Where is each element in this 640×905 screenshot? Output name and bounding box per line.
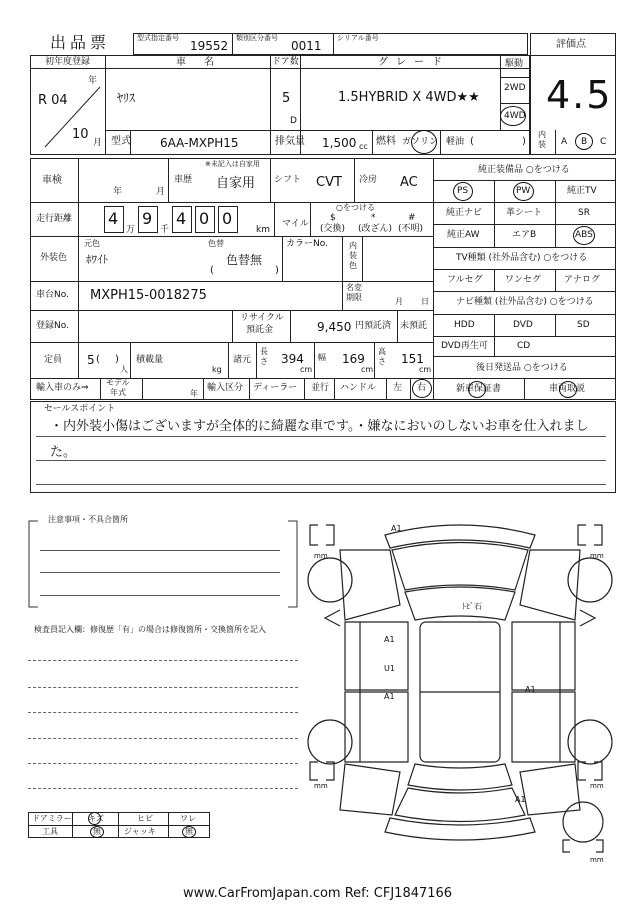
mileage-digit-1: 4	[108, 209, 119, 228]
sales-point-line-1: ・内外装小傷はございますが全体的に綺麗な車です。・嫌なにおいのしないお車を仕入れまし	[50, 419, 589, 434]
odo-unknown: (不明)	[398, 224, 424, 234]
width-label: 幅	[318, 353, 326, 362]
later-warranty[interactable]: 新車保証書	[456, 384, 502, 394]
equip-abs-circle	[573, 226, 595, 245]
chassis-value: MXPH15-0018275	[90, 288, 207, 303]
navi-cd[interactable]: CD	[517, 341, 531, 351]
eval-label: 評価点	[556, 39, 586, 50]
model-label: 型式	[111, 136, 131, 147]
mileage-digit-5: 0	[222, 209, 233, 228]
navi-dvd-play[interactable]: DVD再生可	[441, 341, 488, 351]
equip-ps[interactable]: PS	[457, 186, 469, 196]
mark-a1-left-rear-door: A1	[384, 692, 395, 701]
car-body-diagram	[300, 510, 620, 870]
mirror-value-circle	[88, 812, 101, 825]
tv-oneseg[interactable]: ワンセグ	[505, 275, 542, 285]
odo-exchange: (交換)	[320, 224, 346, 234]
navi-hdd[interactable]: HDD	[454, 320, 475, 330]
mile-label: マイル	[282, 219, 309, 229]
equip-airbag[interactable]: エアB	[512, 230, 537, 240]
model-year-label-2: 年式	[110, 388, 126, 397]
odo-star[interactable]: *	[371, 213, 376, 223]
recycle-label-2: 預託金	[246, 325, 274, 335]
equip-pw-circle	[513, 182, 534, 201]
width-value: 169	[342, 352, 365, 366]
grade-value: 1.5HYBRID X 4WD★★	[338, 90, 480, 105]
mileage-label: 走行距離	[36, 214, 73, 224]
interior-label-1: 内	[538, 130, 546, 139]
fuel-label: 燃料	[376, 136, 396, 147]
interior-a[interactable]: A	[561, 137, 568, 147]
sales-point-line-2: た。	[50, 445, 77, 460]
jack-value: 無	[185, 827, 193, 836]
doors-value: 5	[282, 91, 291, 106]
displacement-unit: cc	[359, 142, 368, 151]
load-unit: kg	[212, 365, 222, 374]
import-label: 輸入車のみ⇒	[36, 383, 89, 393]
first-reg-label: 初年度登録	[45, 57, 91, 67]
equip-pw[interactable]: PW	[516, 186, 531, 196]
displacement-value: 1,500	[322, 136, 357, 150]
model-cert-value: 19552	[190, 39, 229, 53]
inspection-year-unit: 年	[113, 187, 123, 197]
tire-front-right-mm: mm	[590, 552, 604, 560]
class-value: 0011	[291, 39, 322, 53]
dealer-label[interactable]: ディーラー	[253, 383, 298, 393]
crack-label: ヒビ	[137, 814, 153, 823]
title-period-month-unit: 月	[395, 297, 403, 306]
interior-label-2: 装	[538, 140, 546, 149]
car-name-value: ﾔﾘｽ	[117, 91, 136, 105]
caution-label: 注意事項・不具合箇所	[48, 515, 128, 524]
usage-value: 自家用	[216, 176, 256, 191]
mileage-unit-man: 万	[126, 225, 136, 235]
length-value: 394	[281, 352, 304, 366]
drive-label: 駆動	[505, 59, 524, 69]
title-period-day-unit: 日	[421, 297, 429, 306]
first-reg-month: 10	[72, 127, 89, 142]
navi-type-title: ナビ種類 (社外品含む) ○をつける	[456, 297, 594, 307]
fuel-paren-close: )	[522, 136, 526, 147]
capacity-label: 定員	[44, 355, 63, 365]
doors-suffix: D	[290, 116, 297, 126]
mark-u1-left-door: U1	[384, 664, 395, 673]
interior-c[interactable]: C	[600, 137, 607, 147]
repaint-paren-open: (	[210, 265, 214, 276]
width-cm: cm	[361, 365, 374, 374]
shift-value: CVT	[316, 175, 342, 190]
length-label-1: 長	[260, 347, 268, 356]
recycle-label-1: リサイクル	[240, 313, 284, 323]
mark-a1-rear-bumper: A1	[515, 795, 526, 804]
equip-sr[interactable]: SR	[578, 208, 590, 218]
equip-genuine-tv[interactable]: 純正TV	[567, 186, 597, 196]
height-value: 151	[401, 352, 424, 366]
drive-4wd-circle	[500, 106, 526, 126]
sales-point-label: セールスポイント	[44, 404, 116, 414]
mark-a1-front-bumper: A1	[391, 524, 402, 533]
tire-rear-right-mm: mm	[590, 782, 604, 790]
handle-left[interactable]: 左	[393, 383, 403, 393]
mileage-digit-2: 9	[142, 209, 153, 228]
height-label-1: 高	[378, 347, 386, 356]
exterior-color-label: 外装色	[40, 253, 68, 263]
model-cert-label: 型式指定番号	[137, 34, 179, 42]
mileage-unit-sen: 千	[160, 225, 170, 235]
capacity-paren-close: )	[115, 354, 119, 365]
inspection-label: 車検	[42, 175, 62, 186]
eval-score: 4.5	[546, 73, 613, 117]
capacity-unit: 人	[120, 365, 128, 374]
orig-color-value: ﾎﾜｲﾄ	[86, 253, 108, 266]
model-year-label-1: モデル	[106, 378, 130, 387]
model-year-unit: 年	[190, 389, 198, 398]
mileage-unit-km: km	[256, 225, 270, 235]
serial-label: シリアル番号	[337, 34, 379, 42]
tools-label: 工具	[42, 827, 58, 836]
ac-label: 冷房	[359, 175, 378, 185]
recycle-value: 9,450	[317, 320, 352, 334]
capacity-paren-open: (	[96, 354, 100, 365]
color-no-label: カラーNo.	[286, 239, 328, 249]
navi-dvd[interactable]: DVD	[513, 320, 533, 330]
tv-analog[interactable]: アナログ	[564, 275, 601, 285]
fuel-gasoline-circle	[411, 130, 437, 154]
mark-tobi-windshield: ﾄﾋﾞ石	[462, 602, 482, 611]
ac-value: AC	[400, 175, 418, 190]
parallel-label[interactable]: 並行	[311, 383, 330, 393]
title-period-label-2: 期限	[346, 293, 362, 302]
recycle-deposited[interactable]: 円預託済	[355, 321, 392, 331]
genuine-equip-title: 純正装備品 ○をつける	[478, 165, 570, 175]
dims-label: 諸元	[233, 355, 252, 365]
displacement-label: 排気量	[275, 136, 305, 147]
reg-no-label: 登録No.	[36, 321, 69, 331]
tv-type-title: TV種類 (社外品含む) ○をつける	[456, 253, 588, 263]
first-reg-year-unit: 年	[88, 76, 98, 86]
interior-b[interactable]: B	[581, 137, 588, 147]
tv-fullseg[interactable]: フルセグ	[447, 275, 483, 285]
odo-dollar[interactable]: $	[330, 213, 336, 223]
repaint-value: 色替無	[226, 253, 263, 267]
car-name-label: 車名	[176, 57, 232, 68]
break-label: ワレ	[180, 814, 196, 823]
drive-4wd[interactable]: 4WD	[504, 111, 526, 121]
inspection-month-unit: 月	[156, 187, 166, 197]
usage-note: ※未記入は自家用	[205, 160, 260, 168]
mirror-value: キズ	[88, 814, 104, 823]
repaint-paren-close: )	[275, 265, 279, 276]
orig-color-label: 元色	[84, 239, 100, 248]
title-period-label-1: 名変	[346, 283, 362, 292]
later-ship-title: 後日発送品 ○をつける	[476, 363, 568, 373]
length-label-2: さ	[260, 357, 268, 366]
import-class-label: 輸入区分	[207, 383, 244, 393]
first-reg-era: R 04	[38, 93, 68, 108]
odometer-circle-note: ○をつける	[336, 203, 375, 212]
sheet-title: 出品票	[50, 33, 111, 52]
doors-label: ドア数	[272, 57, 299, 67]
equip-abs[interactable]: ABS	[575, 230, 593, 240]
fuel-paren-open: (	[470, 136, 474, 147]
length-cm: cm	[300, 365, 313, 374]
class-label: 類別区分番号	[236, 34, 278, 42]
odo-altered: (改ざん)	[358, 224, 393, 234]
model-value: 6AA-MXPH15	[160, 136, 239, 150]
first-reg-month-unit: 月	[93, 138, 103, 148]
interior-color-label-2: 装	[349, 251, 357, 260]
height-label-2: さ	[378, 357, 386, 366]
usage-label: 車歴	[174, 175, 193, 185]
tire-rear-left-mm: mm	[314, 782, 328, 790]
inspector-label: 検査員記入欄：修復歴「有」の場合は修復箇所・交換箇所を記入	[34, 625, 266, 634]
later-warranty-circle	[468, 381, 486, 398]
equip-genuine-navi[interactable]: 純正ナビ	[446, 208, 483, 218]
footer-watermark: www.CarFromJapan.com Ref: CFJ1847166	[183, 886, 453, 901]
handle-label: ハンドル	[340, 383, 377, 393]
odo-hash[interactable]: #	[408, 213, 416, 223]
capacity-value: 5	[87, 353, 95, 367]
mileage-digit-4: 0	[199, 209, 210, 228]
fuel-value[interactable]: ガソリン	[402, 137, 439, 147]
later-manual-circle	[559, 381, 577, 398]
height-cm: cm	[419, 365, 432, 374]
repaint-label: 色替	[208, 239, 224, 248]
shift-label: シフト	[274, 175, 302, 185]
interior-color-label-1: 内	[349, 241, 357, 250]
drive-2wd[interactable]: 2WD	[504, 83, 526, 93]
mark-a1-left-front-door: A1	[384, 635, 395, 644]
grade-label: グレード	[378, 57, 450, 68]
interior-b-circle	[575, 133, 593, 150]
mileage-digit-3: 4	[176, 209, 187, 228]
fuel-light-oil[interactable]: 軽油	[446, 137, 465, 147]
load-label: 積載量	[136, 355, 164, 365]
recycle-undeposited[interactable]: 未預託	[400, 321, 428, 331]
jack-label: ジャッキ	[124, 827, 156, 836]
handle-right[interactable]: 右	[417, 383, 427, 393]
chassis-label: 車台No.	[36, 290, 69, 300]
later-manual[interactable]: 車両取説	[549, 384, 586, 394]
interior-color-label-3: 色	[349, 261, 357, 270]
jack-value-circle	[182, 826, 196, 838]
tire-front-left-mm: mm	[314, 552, 328, 560]
sales-point-box	[30, 401, 616, 493]
equip-genuine-aw[interactable]: 純正AW	[447, 230, 480, 240]
spare-tire-mm: mm	[590, 856, 604, 864]
mark-a1-right-door: A1	[525, 685, 536, 694]
handle-right-circle	[412, 379, 432, 398]
equip-ps-circle	[453, 182, 473, 201]
tools-value-circle	[90, 826, 104, 838]
mirror-label: ドアミラー	[32, 814, 72, 823]
tools-value: 無	[93, 827, 101, 836]
equip-leather-seat[interactable]: 革シート	[506, 208, 543, 218]
navi-sd[interactable]: SD	[577, 320, 590, 330]
